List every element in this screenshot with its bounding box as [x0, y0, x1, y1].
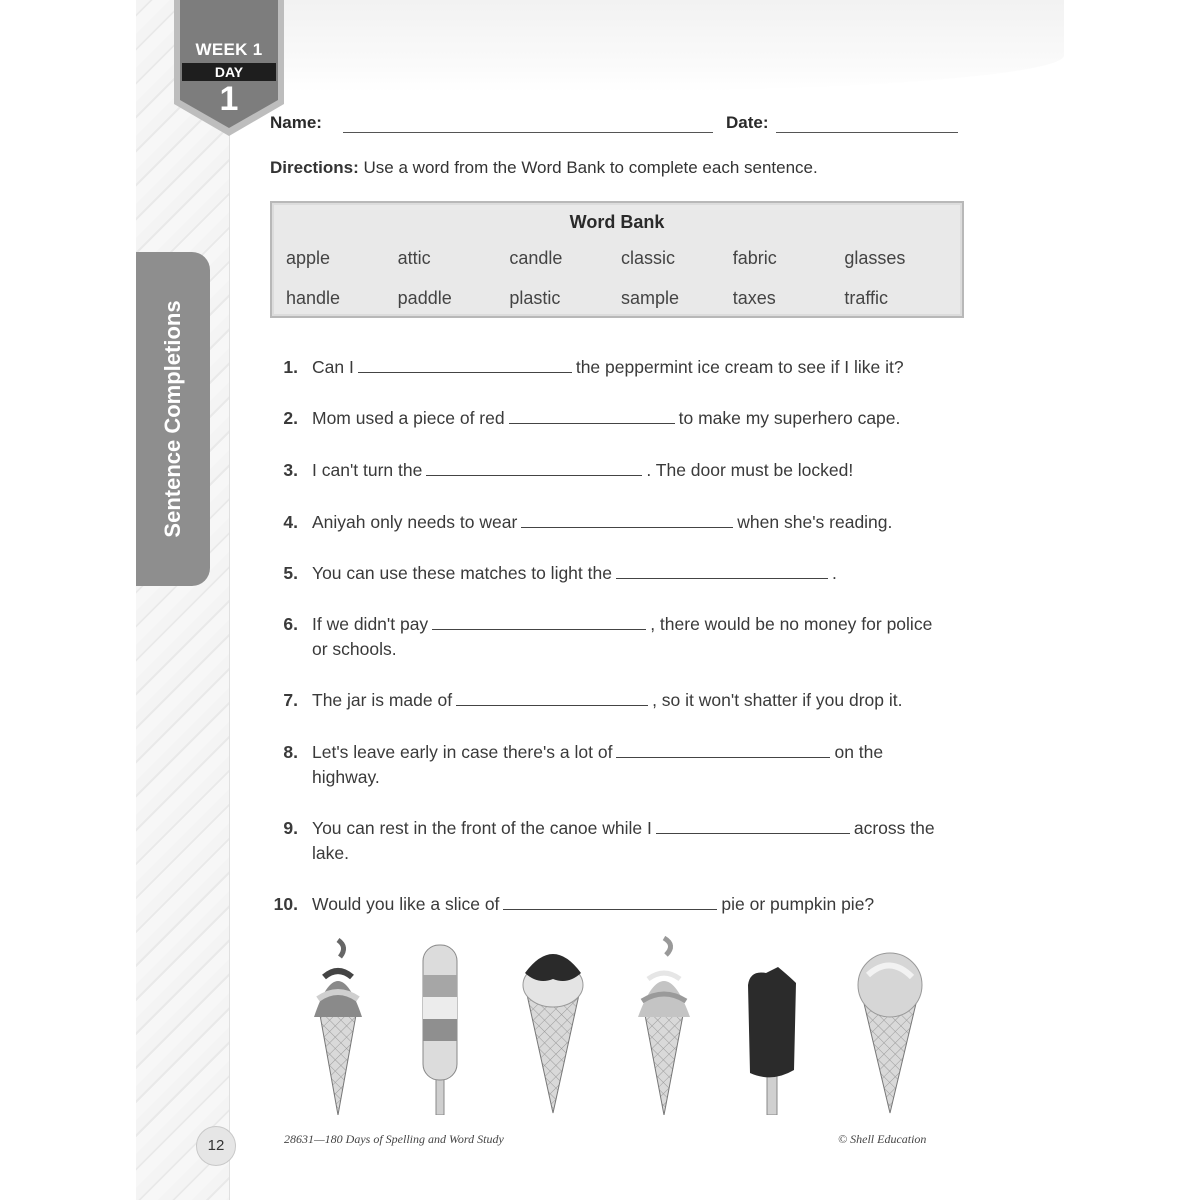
- ice-cream-scoop-cone-icon: [858, 953, 922, 1113]
- word-bank: [270, 201, 964, 318]
- name-date-row: [270, 113, 970, 139]
- sentence-text: Let's leave early in case there's a lot of: [312, 742, 613, 762]
- name-label: Name:: [270, 113, 322, 132]
- sentence-text: You can use these matches to light the: [312, 563, 612, 583]
- sentence-text: The jar is made of: [312, 690, 453, 710]
- word-bank-word: apple: [286, 248, 331, 268]
- answer-blank[interactable]: [656, 818, 850, 834]
- sentence-text: the peppermint ice cream to see if I like it?: [575, 357, 904, 377]
- date-label: Date:: [726, 113, 769, 132]
- sentence-text: to make my superhero cape.: [678, 408, 901, 428]
- sentence-text: I can't turn the: [312, 460, 423, 480]
- answer-blank[interactable]: [521, 512, 733, 528]
- day-label: DAY: [182, 63, 276, 81]
- chocolate-dipped-cone-icon: [523, 954, 583, 1113]
- day-number: 1: [219, 80, 239, 118]
- word-bank-word: glasses: [844, 248, 906, 268]
- word-bank-word: taxes: [732, 288, 776, 308]
- answer-blank[interactable]: [503, 894, 717, 910]
- sentence-number: 3.: [283, 460, 298, 480]
- page-number: 12: [196, 1126, 236, 1166]
- answer-blank[interactable]: [616, 563, 828, 579]
- sentence-text: , so it won't shatter if you drop it.: [652, 690, 903, 710]
- answer-blank[interactable]: [509, 408, 675, 424]
- word-bank-word: traffic: [844, 288, 889, 308]
- sentence-text: Mom used a piece of red: [312, 408, 505, 428]
- date-field[interactable]: [776, 132, 958, 133]
- answer-blank[interactable]: [426, 460, 642, 476]
- section-title: Sentence Completions: [160, 300, 185, 538]
- word-bank-word: fabric: [732, 248, 777, 268]
- sentence-text: Aniyah only needs to wear: [312, 512, 518, 532]
- sentence-text: when she's reading.: [737, 512, 893, 532]
- sentence-text: .: [831, 563, 837, 583]
- soft-serve-swirl-icon: [314, 940, 362, 1115]
- sentence-number: 4.: [283, 512, 298, 532]
- sentence-number: 10.: [273, 894, 298, 914]
- word-bank-word: candle: [509, 248, 563, 268]
- sentence-text: . The door must be locked!: [646, 460, 854, 480]
- sentence-text: on the highway.: [312, 742, 884, 787]
- footer-copyright: © Shell Education: [838, 1132, 927, 1146]
- sentence-text: Can I: [312, 357, 354, 377]
- side-pattern-strip: [136, 0, 230, 1200]
- sentence-number: 2.: [283, 408, 298, 428]
- soft-serve-vanilla-icon: [638, 938, 690, 1115]
- ice-cream-bar-icon: [748, 967, 796, 1115]
- answer-blank[interactable]: [456, 690, 648, 706]
- sentence-text: Would you like a slice of: [312, 894, 500, 914]
- sentence-number: 7.: [283, 690, 298, 710]
- word-bank-row: [286, 288, 956, 309]
- directions: [270, 158, 818, 178]
- answer-blank[interactable]: [358, 357, 572, 373]
- word-bank-word: handle: [286, 288, 341, 308]
- week-label: WEEK 1: [195, 40, 263, 59]
- sentence-text: , there would be no money for police or schools.: [312, 614, 933, 659]
- directions-text: Use a word from the Word Bank to complete each sentence.: [363, 158, 818, 177]
- sentence-text: If we didn't pay: [312, 614, 429, 634]
- footer-book-title: 28631—180 Days of Spelling and Word Study: [284, 1132, 504, 1146]
- section-side-tab: [136, 252, 210, 586]
- word-bank-word: classic: [621, 248, 676, 268]
- name-field[interactable]: [343, 132, 713, 133]
- word-bank-word: attic: [397, 248, 431, 268]
- word-bank-word: sample: [621, 288, 680, 308]
- sentence-number: 6.: [283, 614, 298, 634]
- sentence-number: 8.: [283, 742, 298, 762]
- directions-label: Directions:: [270, 158, 359, 177]
- popsicle-icon: [423, 945, 457, 1115]
- sentence-number: 9.: [283, 818, 298, 838]
- sentence-text: across the lake.: [312, 818, 935, 863]
- sentence-text: pie or pumpkin pie?: [721, 894, 875, 914]
- answer-blank[interactable]: [432, 614, 646, 630]
- word-bank-row: [286, 248, 956, 269]
- answer-blank[interactable]: [616, 742, 830, 758]
- ice-cream-illustration: [290, 935, 970, 1115]
- sentence-number: 5.: [283, 563, 298, 583]
- word-bank-title: Word Bank: [569, 212, 665, 232]
- week-day-badge: [172, 0, 286, 138]
- word-bank-word: paddle: [397, 288, 452, 308]
- sentence-text: You can rest in the front of the canoe while I: [312, 818, 652, 838]
- word-bank-word: plastic: [509, 288, 561, 308]
- top-decoration: [230, 0, 1064, 92]
- sentence-number: 1.: [283, 357, 298, 377]
